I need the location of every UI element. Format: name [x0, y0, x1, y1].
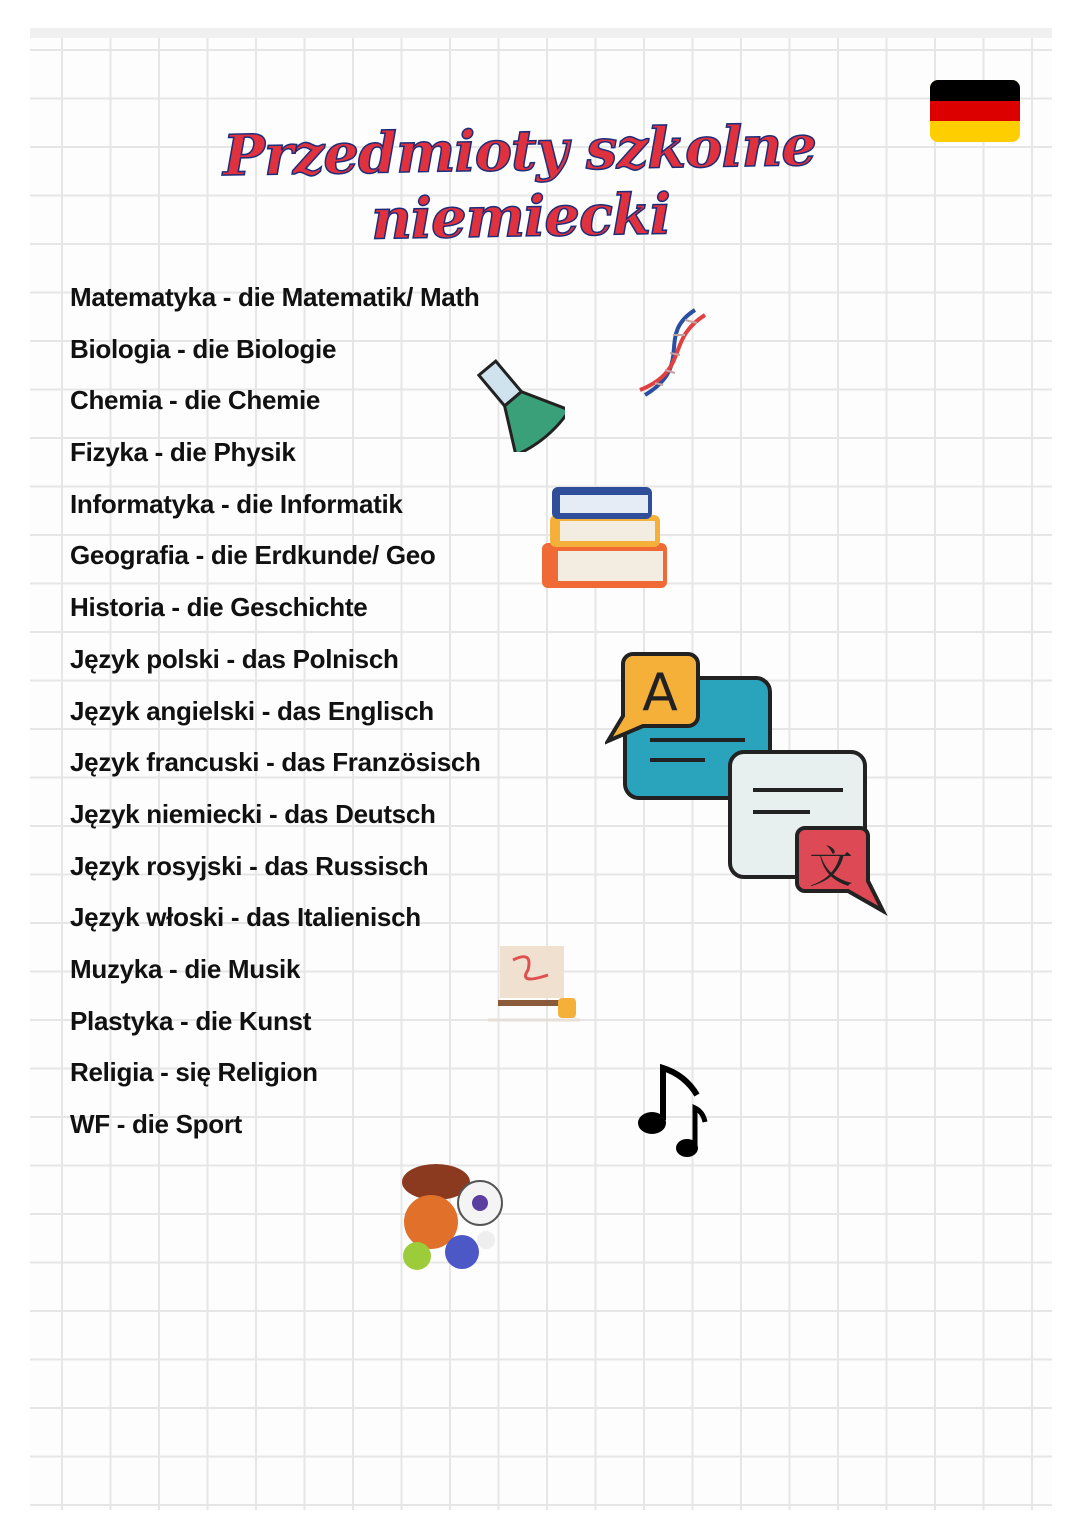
list-item: Religia - się Religion — [70, 1057, 318, 1088]
page-title: Przedmioty szkolne niemiecki — [222, 112, 817, 253]
cjk-letter: 文 — [809, 842, 853, 893]
list-item: Historia - die Geschichte — [70, 592, 368, 623]
list-item: Chemia - die Chemie — [70, 385, 321, 416]
books-icon — [538, 485, 673, 593]
translate-icon — [605, 650, 890, 920]
list-item: Matematyka - die Matematik/ Math — [70, 282, 480, 312]
list-item: Fizyka - die Physik — [70, 437, 296, 468]
subject-list — [70, 282, 481, 1161]
easel-icon — [488, 940, 583, 1025]
music-notes-icon — [635, 1060, 710, 1165]
list-item: Język angielski - das Englisch — [70, 695, 434, 726]
list-item: Język niemiecki - das Deutsch — [70, 798, 436, 829]
list-item: Język rosyjski - das Russisch — [70, 850, 429, 881]
sports-balls-icon — [398, 1160, 508, 1275]
list-item: Język włoski - das Italienisch — [70, 902, 421, 933]
list-item: Język polski - das Polnisch — [70, 643, 399, 674]
list-item: WF - die Sport — [70, 1109, 242, 1139]
dna-icon — [635, 305, 710, 400]
list-item: Muzyka - die Musik — [70, 953, 301, 984]
flask-icon — [470, 352, 565, 452]
list-item: Informatyka - die Informatik — [70, 488, 403, 519]
list-item: Plastyka - die Kunst — [70, 1005, 312, 1036]
list-item: Język francuski - das Französisch — [70, 747, 481, 778]
list-item: Biologia - die Biologie — [70, 333, 337, 364]
list-item: Geografia - die Erdkunde/ Geo — [70, 540, 436, 571]
latin-letter: A — [642, 663, 678, 723]
german-flag-icon — [930, 80, 1020, 142]
